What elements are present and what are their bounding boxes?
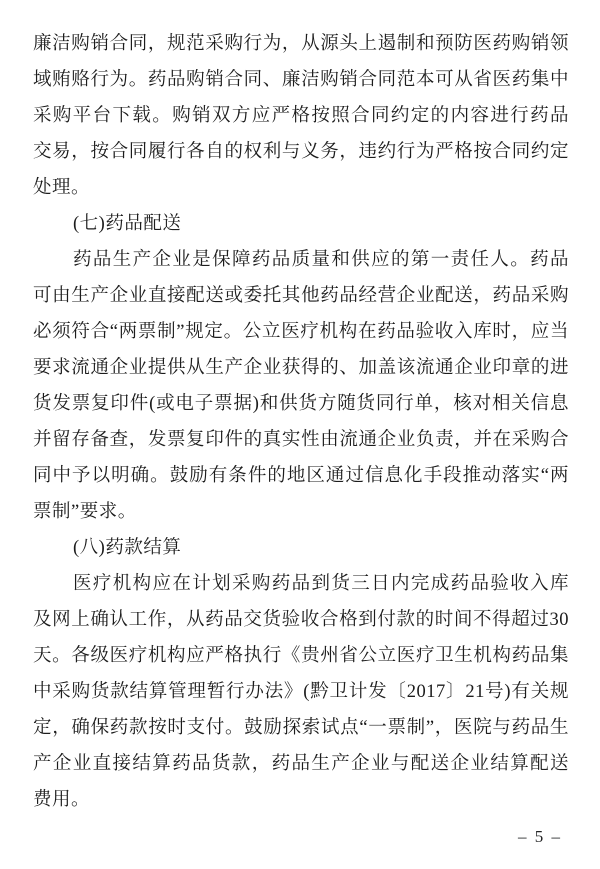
text-line: 交易，按合同履行各自的权利与义务，违约行为严格按合同约定 [33,142,569,162]
text-line: 票制”要求。 [33,502,137,522]
section-heading: (八)药款结算 [73,538,182,558]
text-line: 医疗机构应在计划采购药品到货三日内完成药品验收入库 [73,574,569,594]
text-line: 中采购货款结算管理暂行办法》(黔卫计发〔2017〕21号)有关规 [33,682,569,702]
text-line: 天。各级医疗机构应严格执行《贵州省公立医疗卫生机构药品集 [33,646,569,666]
text-line: 必须符合“两票制”规定。公立医疗机构在药品验收入库时，应当 [33,322,569,342]
text-line: 域贿赂行为。药品购销合同、廉洁购销合同范本可从省医药集中 [33,70,569,90]
text-line: 要求流通企业提供从生产企业获得的、加盖该流通企业印章的进 [33,358,569,378]
text-line: 费用。 [33,790,91,810]
text-line: 廉洁购销合同，规范采购行为，从源头上遏制和预防医药购销领 [33,34,569,54]
text-line: 货发票复印件(或电子票据)和供货方随货同行单，核对相关信息 [33,394,569,414]
text-line: 药品生产企业是保障药品质量和供应的第一责任人。药品 [73,250,569,270]
text-line: 同中予以明确。鼓励有条件的地区通过信息化手段推动落实“两 [33,466,569,486]
text-line: 处理。 [33,178,91,198]
document-body [33,26,569,818]
section-heading: (七)药品配送 [73,214,182,234]
text-line: 产企业直接结算药品货款，药品生产企业与配送企业结算配送 [33,754,569,774]
text-line: 并留存备查，发票复印件的真实性由流通企业负责，并在采购合 [33,430,569,450]
text-line: 定，确保药款按时支付。鼓励探索试点“一票制”，医院与药品生 [33,718,569,738]
page-number: – 5 – [518,827,562,846]
text-line: 采购平台下载。购销双方应严格按照合同约定的内容进行药品 [33,106,569,126]
text-line: 可由生产企业直接配送或委托其他药品经营企业配送，药品采购 [33,286,569,306]
text-line: 及网上确认工作，从药品交货验收合格到付款的时间不得超过30 [33,610,569,630]
